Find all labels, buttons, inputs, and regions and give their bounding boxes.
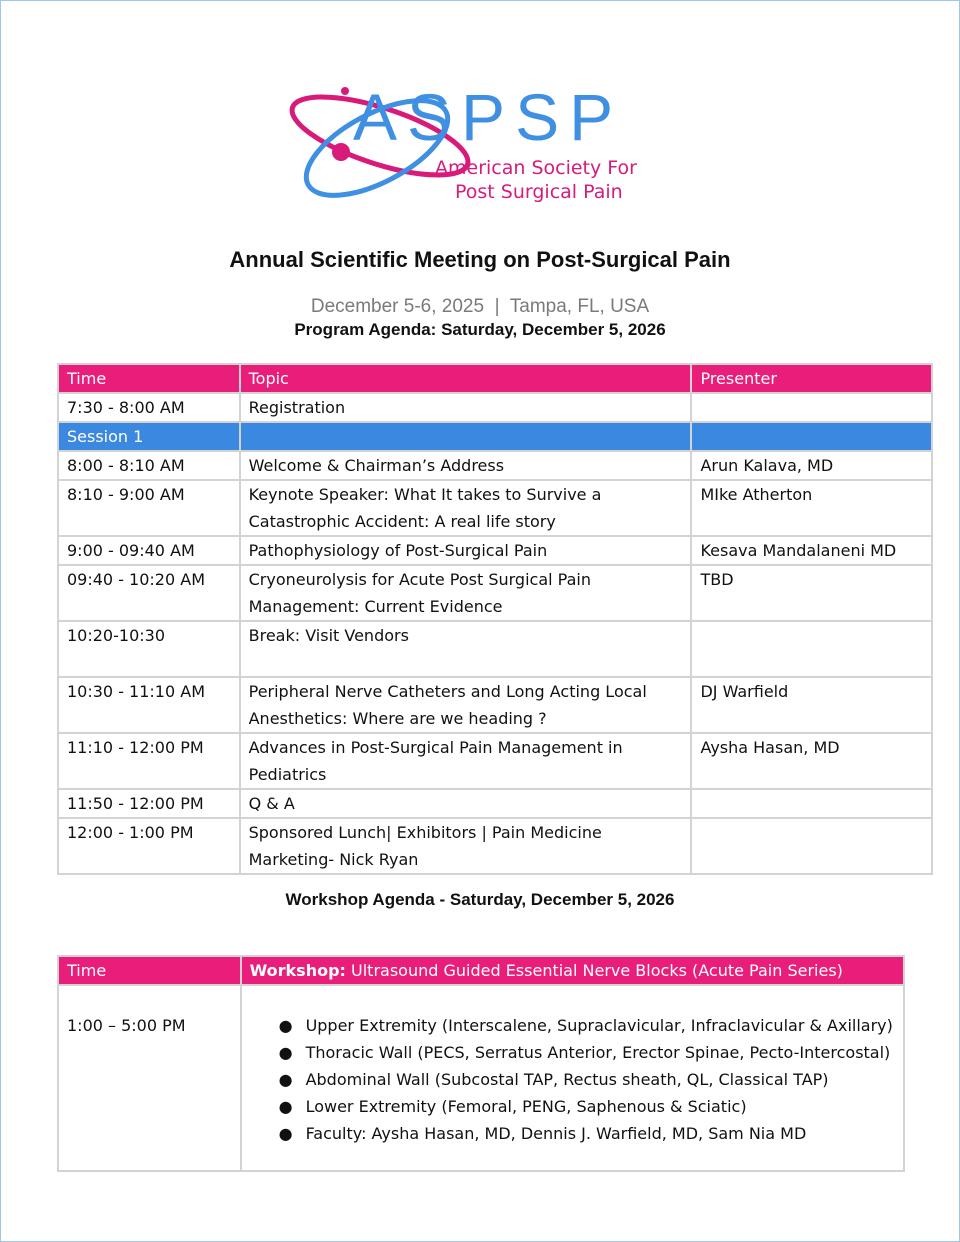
time-cell: 10:30 - 11:10 AM — [58, 677, 240, 733]
workshop-title: Ultrasound Guided Essential Nerve Blocks (Acute Pain Series) — [345, 961, 843, 980]
workshop-row — [58, 985, 904, 1171]
program-heading: Program Agenda: Saturday, December 5, 2026 — [294, 320, 666, 339]
presenter-cell — [691, 422, 932, 451]
session-row — [58, 422, 932, 451]
presenter-cell: MIke Atherton — [691, 480, 932, 536]
presenter-cell: TBD — [691, 565, 932, 621]
time-cell: 9:00 - 09:40 AM — [58, 536, 240, 565]
table-row — [58, 818, 932, 874]
topic-cell — [240, 422, 692, 451]
time-cell: 11:10 - 12:00 PM — [58, 733, 240, 789]
topic-cell: Q & A — [240, 789, 692, 818]
topic-cell: Sponsored Lunch| Exhibitors | Pain Medicine Marketing- Nick Ryan — [240, 818, 692, 874]
table-header-row — [58, 364, 932, 393]
time-cell: 7:30 - 8:00 AM — [58, 393, 240, 422]
topic-cell: Pathophysiology of Post-Surgical Pain — [240, 536, 692, 565]
bullet-icon: ● — [278, 1124, 293, 1143]
bullet-icon: ● — [278, 1043, 293, 1062]
bullet-icon: ● — [278, 1016, 293, 1035]
presenter-cell — [691, 393, 932, 422]
topic-cell: Registration — [240, 393, 692, 422]
session-label: Session 1 — [58, 422, 240, 451]
logo-acronym: ASPSP — [353, 80, 624, 154]
workshop-header-row — [58, 956, 904, 985]
topic-cell: Cryoneurolysis for Acute Post Surgical Pain Management: Current Evidence — [240, 565, 692, 621]
time-cell: 8:00 - 8:10 AM — [58, 451, 240, 480]
presenter-cell — [691, 818, 932, 874]
bullet-icon: ● — [278, 1070, 293, 1089]
list-item: ● Lower Extremity (Femoral, PENG, Saphenous & Sciatic) — [306, 1093, 895, 1120]
topic-cell: Peripheral Nerve Catheters and Long Acting Local Anesthetics: Where are we heading ? — [240, 677, 692, 733]
presenter-cell — [691, 789, 932, 818]
header-time: Time — [58, 364, 240, 393]
presenter-cell — [691, 621, 932, 677]
bullet-icon: ● — [278, 1097, 293, 1116]
workshop-topic-list — [250, 1012, 895, 1147]
time-cell: 11:50 - 12:00 PM — [58, 789, 240, 818]
event-date-location: December 5-6, 2025 | Tampa, FL, USA — [310, 296, 650, 317]
workshop-heading: Workshop Agenda - Saturday, December 5, 2026 — [285, 890, 675, 909]
table-row — [58, 789, 932, 818]
header-topic: Topic — [240, 364, 692, 393]
logo-line2: Post Surgical Pain — [455, 181, 623, 203]
list-item: ● Thoracic Wall (PECS, Serratus Anterior, Erector Spinae, Pecto-Intercostal) — [306, 1039, 895, 1066]
presenter-cell: Kesava Mandalaneni MD — [691, 536, 932, 565]
presenter-cell: Arun Kalava, MD — [691, 451, 932, 480]
topic-cell: Break: Visit Vendors — [240, 621, 692, 677]
time-cell: 8:10 - 9:00 AM — [58, 480, 240, 536]
topic-cell: Keynote Speaker: What It takes to Survive a Catastrophic Accident: A real life story — [240, 480, 692, 536]
workshop-agenda-table — [57, 955, 905, 1172]
topic-cell: Advances in Post-Surgical Pain Management in Pediatrics — [240, 733, 692, 789]
workshop-label: Workshop: — [249, 961, 346, 980]
table-row — [58, 536, 932, 565]
workshop-topics — [241, 985, 904, 1171]
list-item: ● Faculty: Aysha Hasan, MD, Dennis J. Warfield, MD, Sam Nia MD — [306, 1120, 895, 1147]
table-row — [58, 480, 932, 536]
workshop-header-time: Time — [58, 956, 241, 985]
list-item: ● Abdominal Wall (Subcostal TAP, Rectus sheath, QL, Classical TAP) — [306, 1066, 895, 1093]
presenter-cell: DJ Warfield — [691, 677, 932, 733]
table-row — [58, 621, 932, 677]
topic-cell: Welcome & Chairman’s Address — [240, 451, 692, 480]
header-presenter: Presenter — [691, 364, 932, 393]
logo-nucleus — [332, 143, 350, 161]
workshop-time: 1:00 – 5:00 PM — [58, 985, 241, 1171]
list-item: ● Upper Extremity (Interscalene, Supraclavicular, Infraclavicular & Axillary) — [306, 1012, 895, 1039]
time-cell: 09:40 - 10:20 AM — [58, 565, 240, 621]
program-agenda-table — [57, 363, 933, 875]
time-cell: 12:00 - 1:00 PM — [58, 818, 240, 874]
table-row — [58, 733, 932, 789]
page-title: Annual Scientific Meeting on Post-Surgical Pain — [229, 247, 731, 272]
table-row — [58, 393, 932, 422]
aspsp-logo — [285, 78, 675, 210]
presenter-cell: Aysha Hasan, MD — [691, 733, 932, 789]
workshop-header-title — [241, 956, 904, 985]
table-row — [58, 677, 932, 733]
logo-line1: American Society For — [435, 157, 637, 179]
table-row — [58, 565, 932, 621]
logo-electron — [341, 87, 349, 95]
table-row — [58, 451, 932, 480]
time-cell: 10:20-10:30 — [58, 621, 240, 677]
